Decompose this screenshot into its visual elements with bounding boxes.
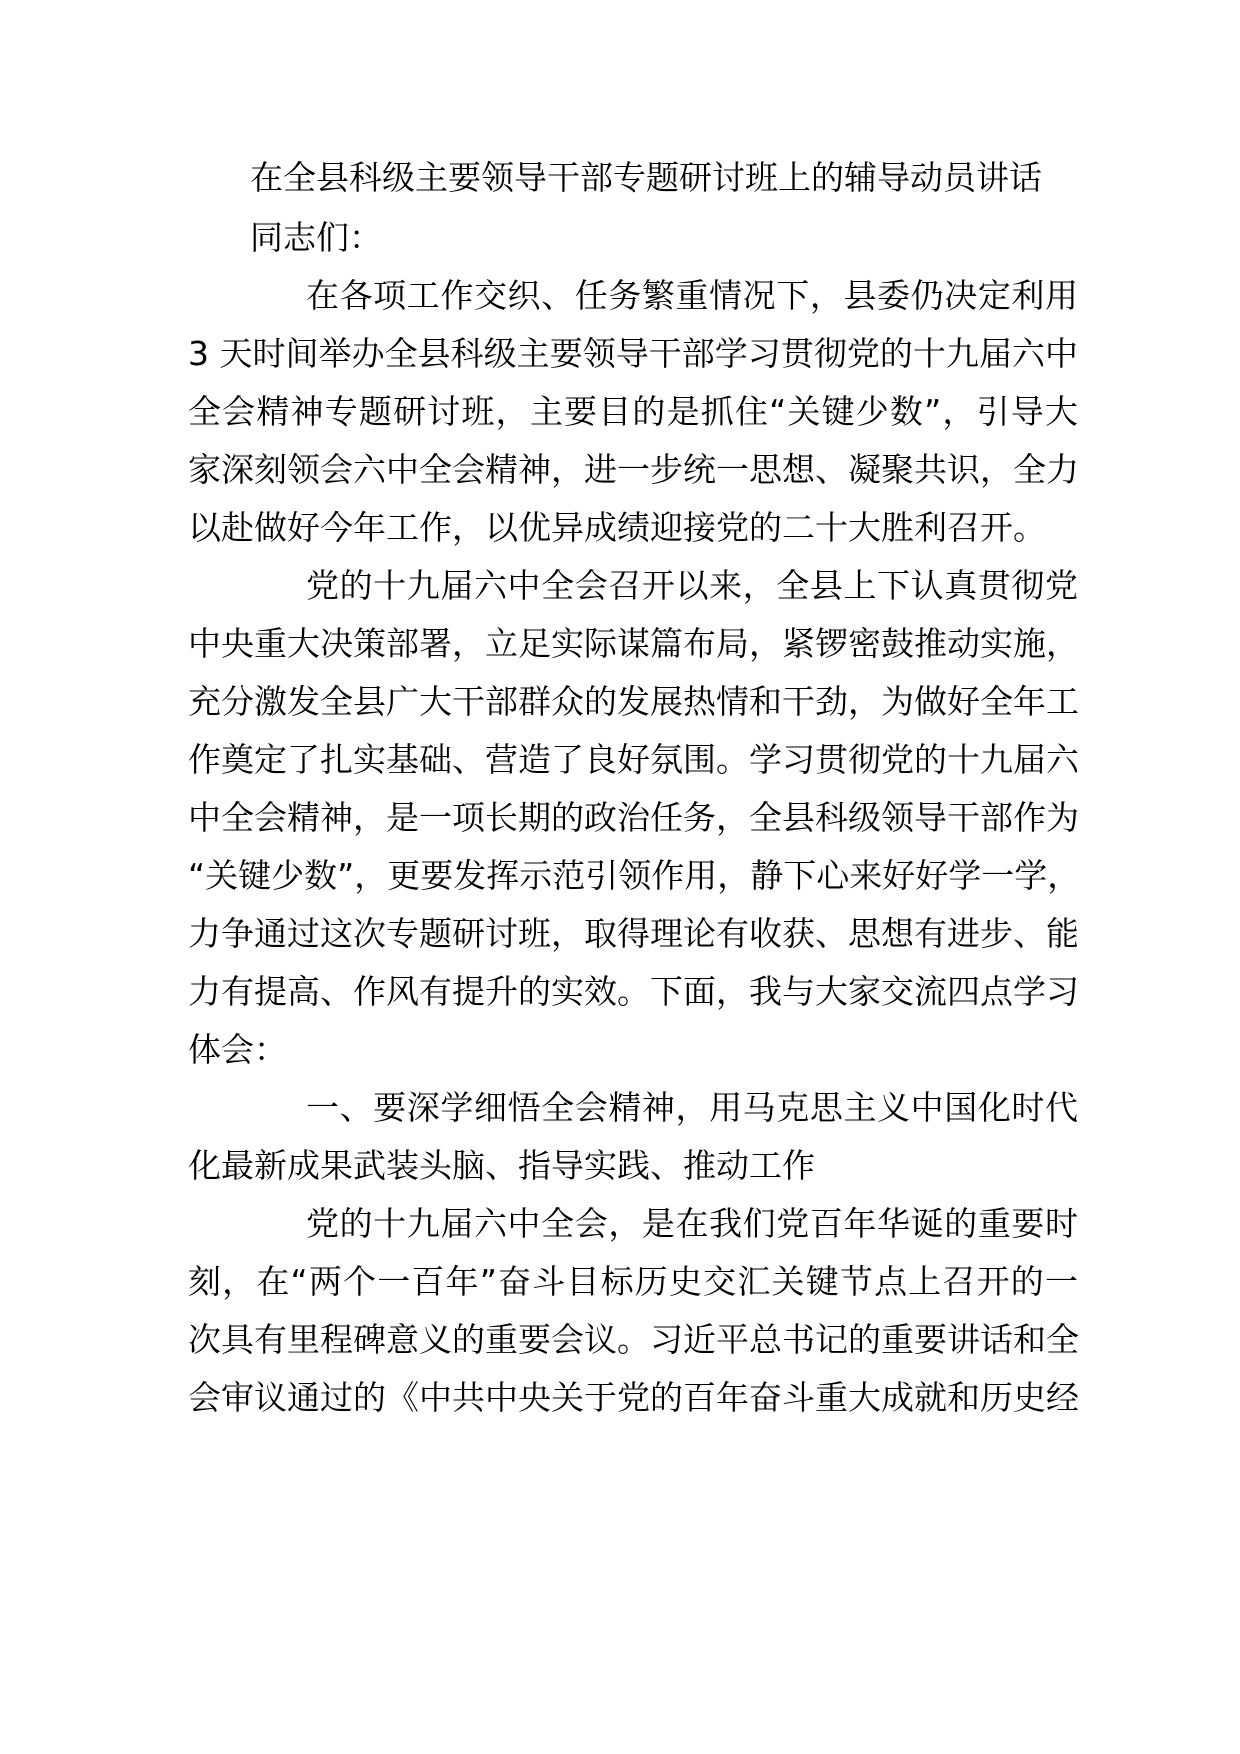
paragraph-line: 全会精神专题研讨班，主要目的是抓住“关键少数”，引导大 [188, 392, 1078, 431]
paragraph-line: 力有提高、作风有提升的实效。下面，我与大家交流四点学习 [188, 972, 1079, 1011]
paragraph-line: 充分激发全县广大干部群众的发展热情和干劲，为做好全年工 [188, 682, 1079, 721]
heading-line: 一、要深学细悟全会精神，用马克思主义中国化时代 [306, 1088, 1078, 1127]
document-title: 在全县科级主要领导干部专题研讨班上的辅导动员讲话 [250, 158, 1042, 197]
paragraph-line: 次具有里程碑意义的重要会议。习近平总书记的重要讲话和全 [188, 1320, 1079, 1359]
paragraph-line: 会审议通过的《中共中央关于党的百年奋斗重大成就和历史经 [188, 1378, 1079, 1417]
paragraph-line: 3 天时间举办全县科级主要领导干部学习贯彻党的十九届六中 [188, 334, 1078, 373]
heading-line: 化最新成果武装头脑、指导实践、推动工作 [188, 1146, 815, 1185]
paragraph-line: 党的十九届六中全会，是在我们党百年华诞的重要时 [306, 1204, 1078, 1243]
paragraph-line: 作奠定了扎实基础、营造了良好氛围。学习贯彻党的十九届六 [188, 740, 1079, 779]
paragraph-line: 刻，在“两个一百年”奋斗目标历史交汇关键节点上召开的一 [188, 1262, 1078, 1301]
paragraph-line: 家深刻领会六中全会精神，进一步统一思想、凝聚共识，全力 [188, 450, 1079, 489]
paragraph-line: 党的十九届六中全会召开以来，全县上下认真贯彻党 [306, 566, 1078, 605]
paragraph-line: 体会： [188, 1030, 287, 1069]
paragraph-line: “关键少数”，更要发挥示范引领作用，静下心来好好学一学， [188, 856, 1081, 895]
paragraph-line: 以赴做好今年工作，以优异成绩迎接党的二十大胜利召开。 [188, 508, 1046, 547]
paragraph-line: 在各项工作交织、任务繁重情况下，县委仍决定利用 [306, 276, 1078, 315]
paragraph-line: 中全会精神，是一项长期的政治任务，全县科级领导干部作为 [188, 798, 1079, 837]
paragraph-line: 力争通过这次专题研讨班，取得理论有收获、思想有进步、能 [188, 914, 1079, 953]
salutation: 同志们： [250, 218, 382, 257]
paragraph-line: 中央重大决策部署，立足实际谋篇布局，紧锣密鼓推动实施， [188, 624, 1079, 663]
